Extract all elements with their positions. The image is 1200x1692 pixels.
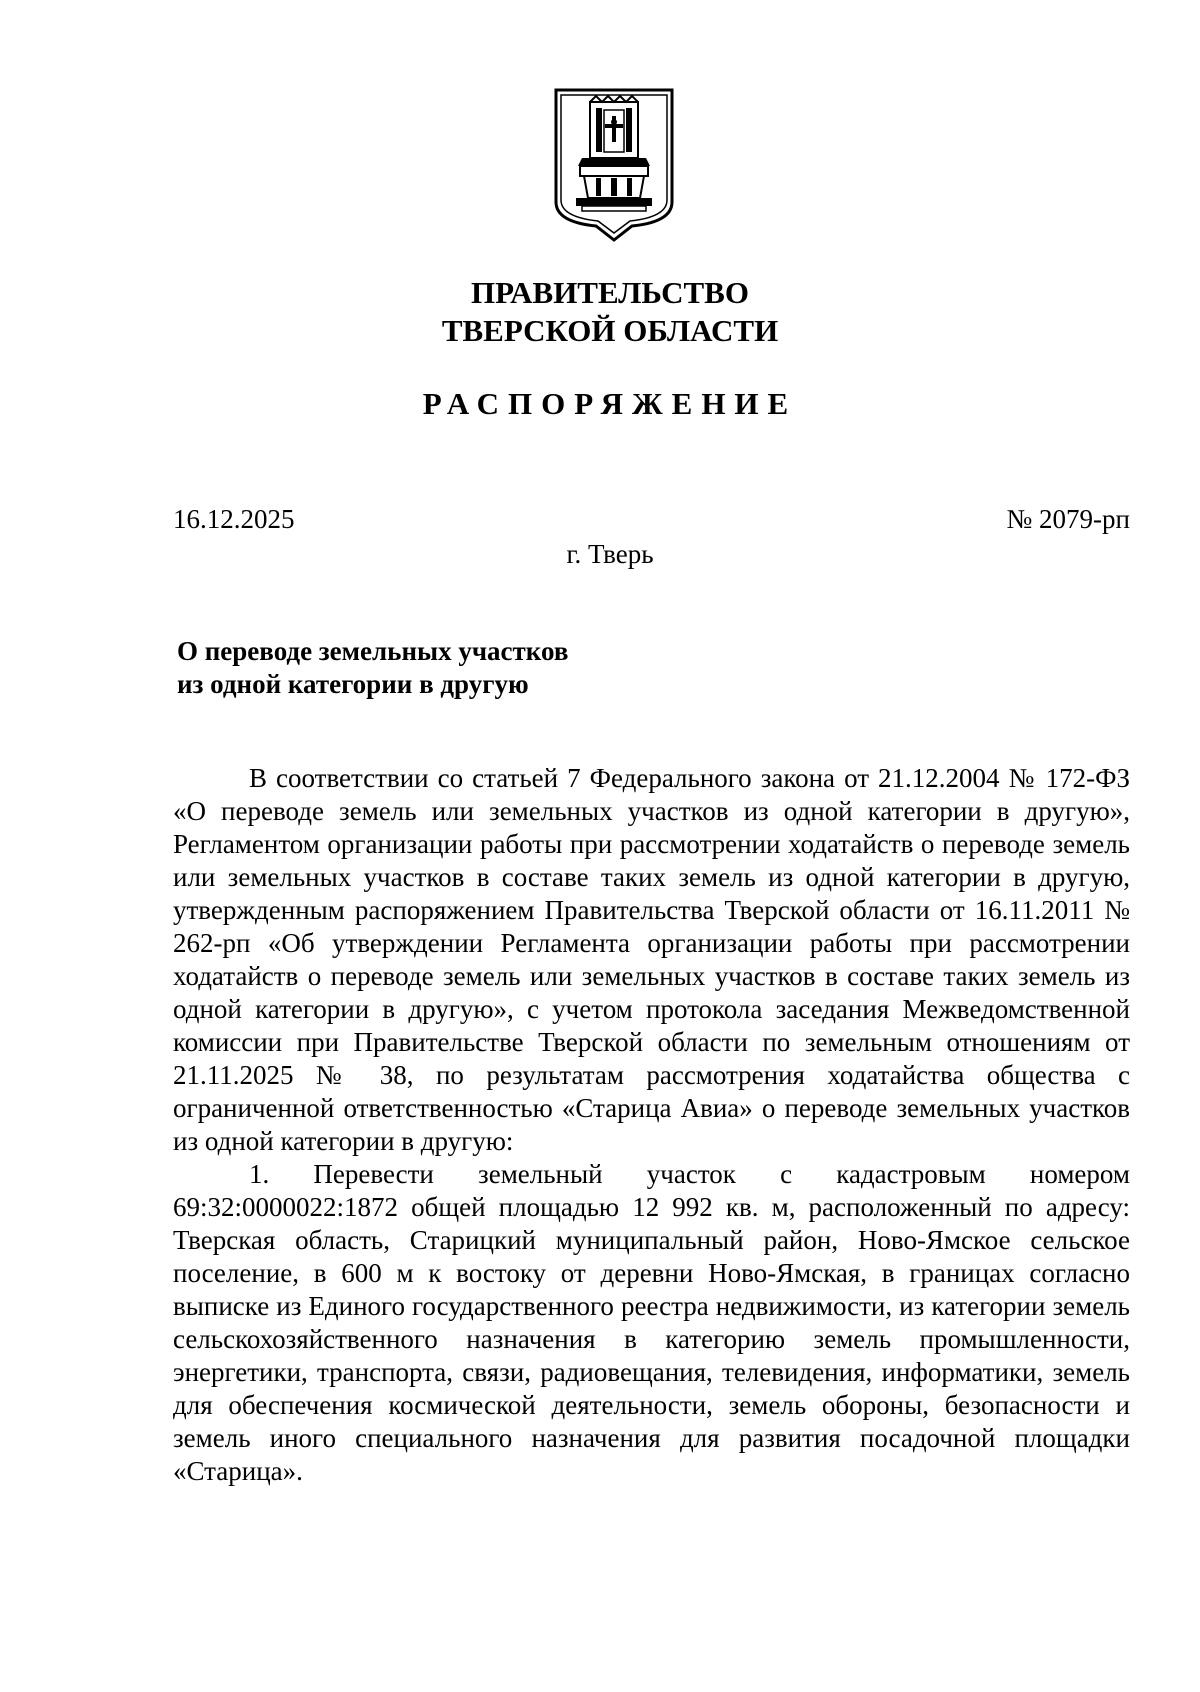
subject-line2: из одной категории в другую xyxy=(177,669,529,699)
government-title-line1: ПРАВИТЕЛЬСТВО xyxy=(471,275,749,310)
document-subject xyxy=(177,635,568,701)
item-1-paragraph: 1. Перевести земельный участок с кадастровым номером 69:32:0000022:1872 общей площадью 12 992 кв. м, расположенный по адресу: Тверская область, Старицкий муниципальный район, Ново-Ямское сельское поселение, в 600 м к востоку от деревни Ново-Ямская, в границах согласно выписке из Единого государственного реестра недвижимости, из категории земель сельскохозяйственного назначения в категорию земель промышленности, энергетики, транспорта, связи, радиовещания, телевидения, информатики, земель для обеспечения космической деятельности, земель обороны, безопасности и земель иного специального назначения для развития посадочной площадки «Старица». xyxy=(173,1159,1130,1486)
document-date: 16.12.2025 xyxy=(173,504,295,534)
coat-of-arms-icon xyxy=(552,86,676,242)
preamble-paragraph: В соответствии со статьей 7 Федерального закона от 21.12.2004 № 172-ФЗ «О переводе земель или земельных участков из одной категории в другую», Регламентом организации работы при рассмотрении ходатайств о переводе земель или земельных участков в составе таких земель из одной категории в другую, утвержденным распоряжением Правительства Тверской области от 16.11.2011 № 262-рп «Об утверждении Регламента организации работы при рассмотрении ходатайств о переводе земель или земельных участков в составе таких земель из одной категории в другую», с учетом протокола заседания Межведомственной комиссии при Правительстве Тверской области по земельным отношениям от 21.11.2025 № 38, по результатам рассмотрения ходатайства общества с ограниченной ответственностью «Старица Авиа» о переводе земельных участков из одной категории в другую: xyxy=(173,763,1130,1156)
subject-line1: О переводе земельных участков xyxy=(177,636,569,666)
document-type-heading: РАСПОРЯЖЕНИЕ xyxy=(422,386,798,421)
document-city: г. Тверь xyxy=(566,539,654,569)
document-number: № 2079-рп xyxy=(1006,504,1130,534)
government-title-line2: ТВЕРСКОЙ ОБЛАСТИ xyxy=(441,313,779,348)
document-body xyxy=(173,762,1130,1488)
